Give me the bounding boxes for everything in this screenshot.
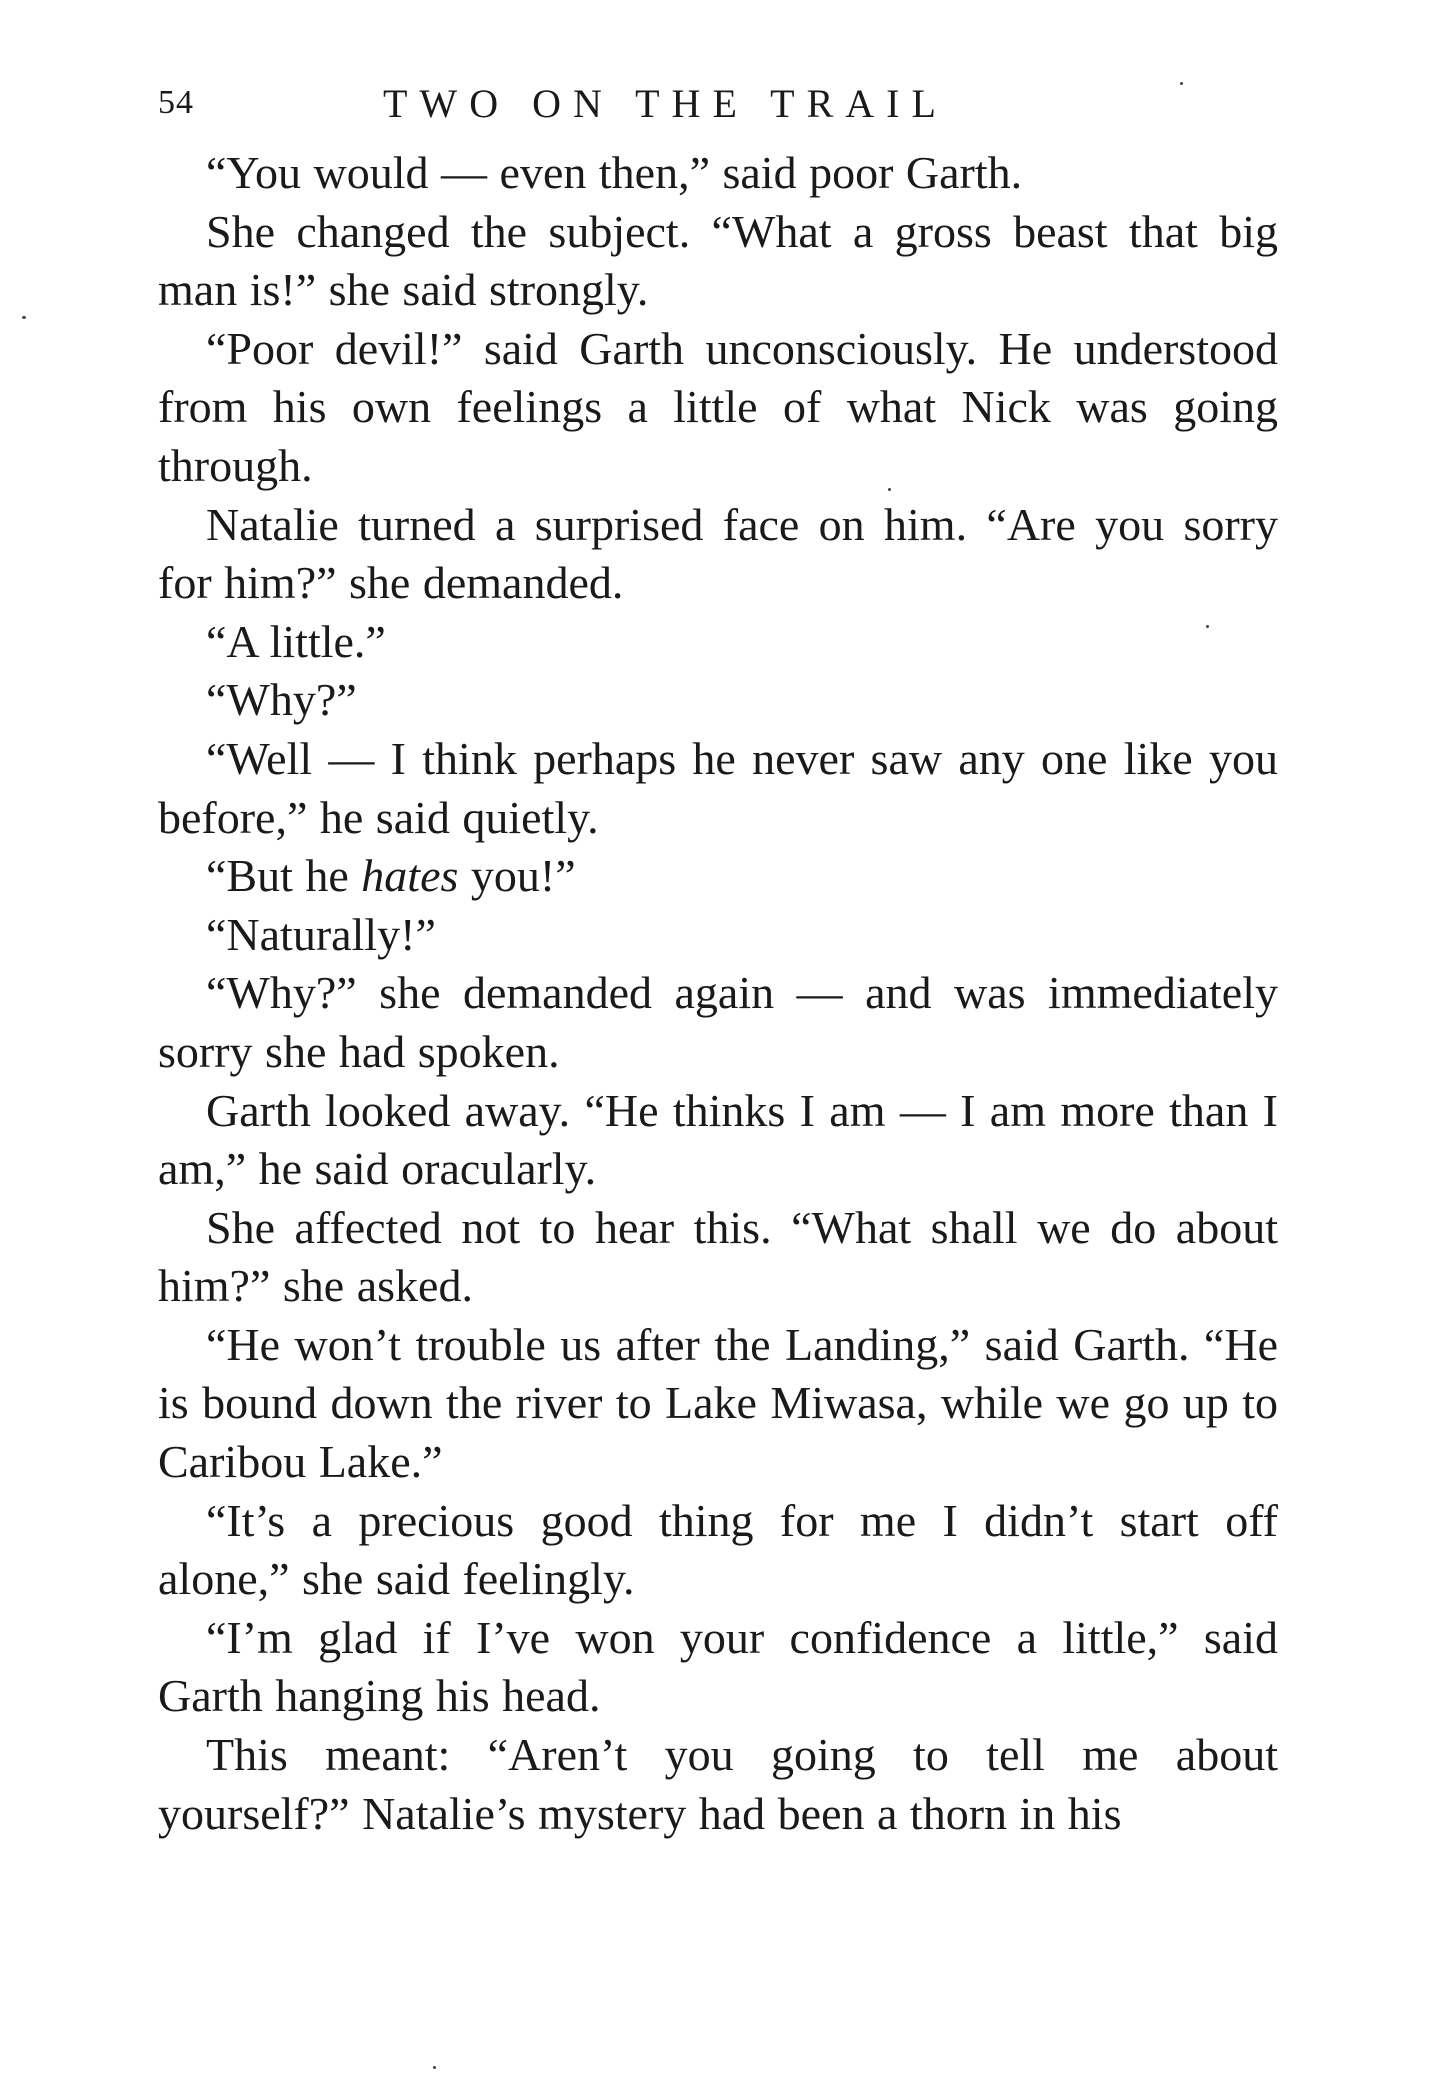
paragraph: “Why?” she demanded again — and was immediately sorry she had spoken. xyxy=(158,967,1278,1077)
page-content xyxy=(158,78,1278,1843)
paragraph: “A little.” xyxy=(206,615,386,667)
emphasized-word: hates xyxy=(361,850,459,902)
scan-speck xyxy=(1180,82,1183,85)
paragraph-text: you!” xyxy=(458,850,576,902)
paragraph: “He won’t trouble us after the Landing,” said Garth. “He is bound down the river to Lake Miwasa, while we go up to Caribou Lake.” xyxy=(158,1318,1278,1488)
paragraph: Natalie turned a surprised face on him. “Are you sorry for him?” she demanded. xyxy=(158,498,1278,609)
paragraph: “Naturally!” xyxy=(206,908,436,960)
paragraph-text: “But he xyxy=(206,850,362,902)
scan-speck xyxy=(433,2066,436,2069)
paragraph: “You would — even then,” said poor Garth. xyxy=(206,147,1023,198)
paragraph: “Poor devil!” said Garth unconsciously. He understood from his own feelings a little of what Nick was going through. xyxy=(158,322,1278,491)
running-title: TWO ON THE TRAIL xyxy=(383,81,948,126)
paragraph: “Why?” xyxy=(206,674,357,726)
paragraph: She affected not to hear this. “What shall we do about him?” she asked. xyxy=(158,1201,1278,1312)
paragraph: “Well — I think perhaps he never saw any one like you before,” he said quietly. xyxy=(158,732,1278,843)
paragraph xyxy=(158,847,1278,906)
page-number: 54 xyxy=(158,84,194,121)
paragraph: Garth looked away. “He thinks I am — I am more than I am,” he said oracularly. xyxy=(158,1084,1278,1195)
scan-speck xyxy=(888,488,891,491)
paragraph: “I’m glad if I’ve won your confidence a little,” said Garth hanging his head. xyxy=(158,1611,1278,1722)
scan-speck xyxy=(22,316,26,319)
running-head xyxy=(158,78,1278,134)
scan-speck xyxy=(1206,625,1209,628)
body-text xyxy=(158,144,1278,1843)
paragraph: She changed the subject. “What a gross beast that big man is!” she said strongly. xyxy=(158,205,1278,316)
paragraph: “It’s a precious good thing for me I didn’t start off alone,” she said feelingly. xyxy=(158,1494,1278,1605)
paragraph: This meant: “Aren’t you going to tell me about yourself?” Natalie’s mystery had been a thorn in his xyxy=(158,1729,1278,1839)
